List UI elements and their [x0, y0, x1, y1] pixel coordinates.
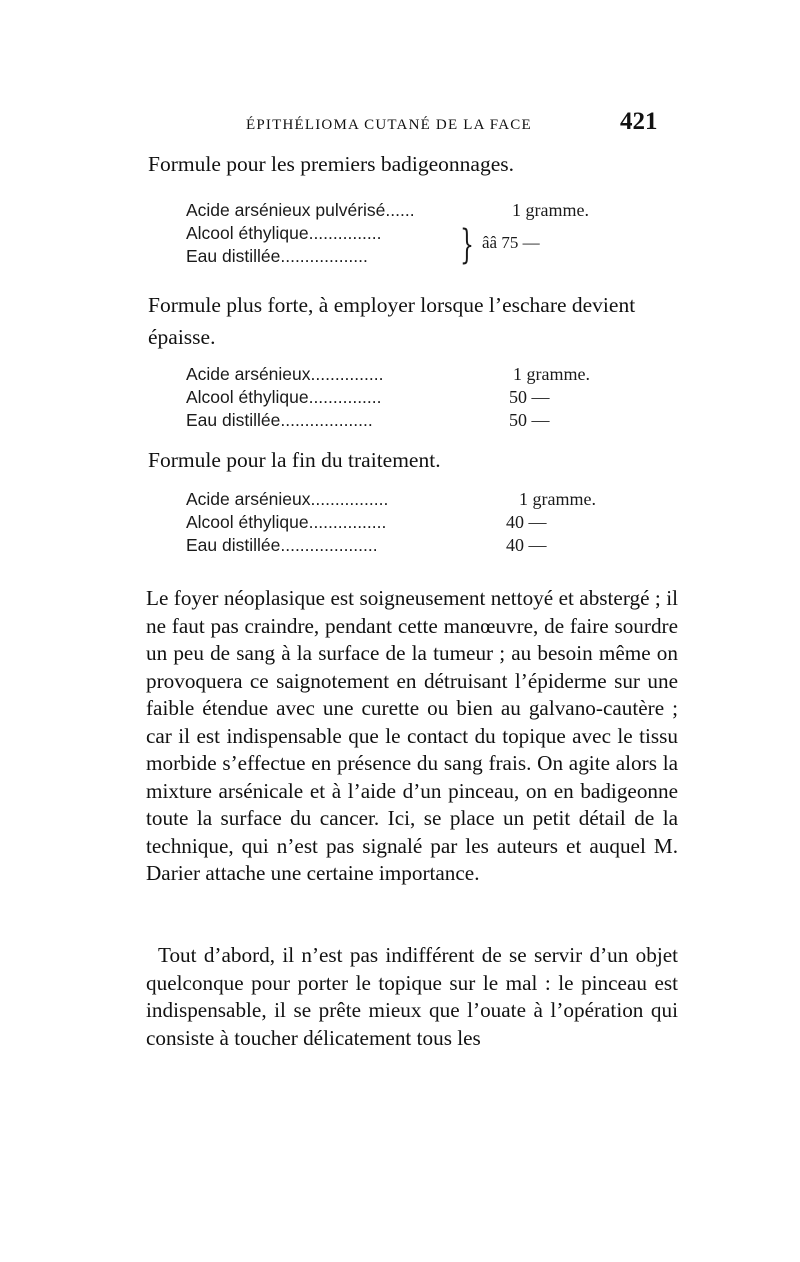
brace-group	[460, 222, 600, 268]
page-number: 421	[620, 108, 658, 135]
body-paragraph-2	[146, 942, 678, 1052]
paragraph-text: Le foyer néoplasique est soigneusement nettoyé et abstergé ; il ne faut pas craindre, pendant cette manœuvre, de faire sourdre un peu de sang à la surface de la tumeur ; au besoin même on provoquera ce saignotement en détruisant l’épiderme sur une faible étendue avec une curette ou bien au galvano-cautère ; car il est indispensable que le contact du topique avec le tissu morbide s’effectue en présence du sang frais. On agite alors la mixture arsénicale et à l’aide d’un pinceau, on en badigeonne toute la surface du cancer. Ici, se place un petit détail de la technique, qui n’est pas signalé par les auteurs et auquel M. Darier attache une certaine importance.	[146, 586, 678, 885]
ingredient: Alcool éthylique...............	[186, 223, 382, 243]
quantity: 40 —	[506, 512, 547, 532]
section-heading-1: Formule pour les premiers badigeonnages.	[148, 152, 515, 176]
quantity: 1 gramme.	[519, 489, 596, 509]
quantity: 40 —	[506, 535, 547, 555]
body-paragraph-1	[146, 585, 678, 888]
ingredient: Acide arsénieux...............	[186, 364, 384, 384]
ingredient: Eau distillée...................	[186, 410, 373, 430]
section-heading-3: Formule pour la fin du traitement.	[148, 448, 441, 472]
ingredient: Acide arsénieux pulvérisé......	[186, 200, 415, 220]
ingredient: Eau distillée....................	[186, 535, 378, 555]
paragraph-text: Tout d’abord, il n’est pas indifférent de se servir d’un objet quelconque pour porter le topique sur le mal : le pinceau est indispensable, il se prête mieux que l’ouate à l’opération qui consiste à toucher délicatement tous les	[146, 943, 678, 1050]
shared-quantity: ââ 75 —	[482, 233, 540, 252]
ingredient: Eau distillée..................	[186, 246, 368, 266]
running-title: ÉPITHÉLIOMA CUTANÉ DE LA FACE	[246, 117, 532, 133]
quantity: 50 —	[509, 387, 550, 407]
ingredient: Alcool éthylique................	[186, 512, 387, 532]
section-heading-2: Formule plus forte, à employer lorsque l’eschare devient épaisse.	[148, 293, 636, 349]
quantity: 1 gramme.	[513, 364, 590, 384]
quantity: 50 —	[509, 410, 550, 430]
right-brace-icon: }	[460, 222, 474, 268]
ingredient: Acide arsénieux................	[186, 489, 389, 509]
quantity: 1 gramme.	[512, 200, 589, 220]
ingredient: Alcool éthylique...............	[186, 387, 382, 407]
